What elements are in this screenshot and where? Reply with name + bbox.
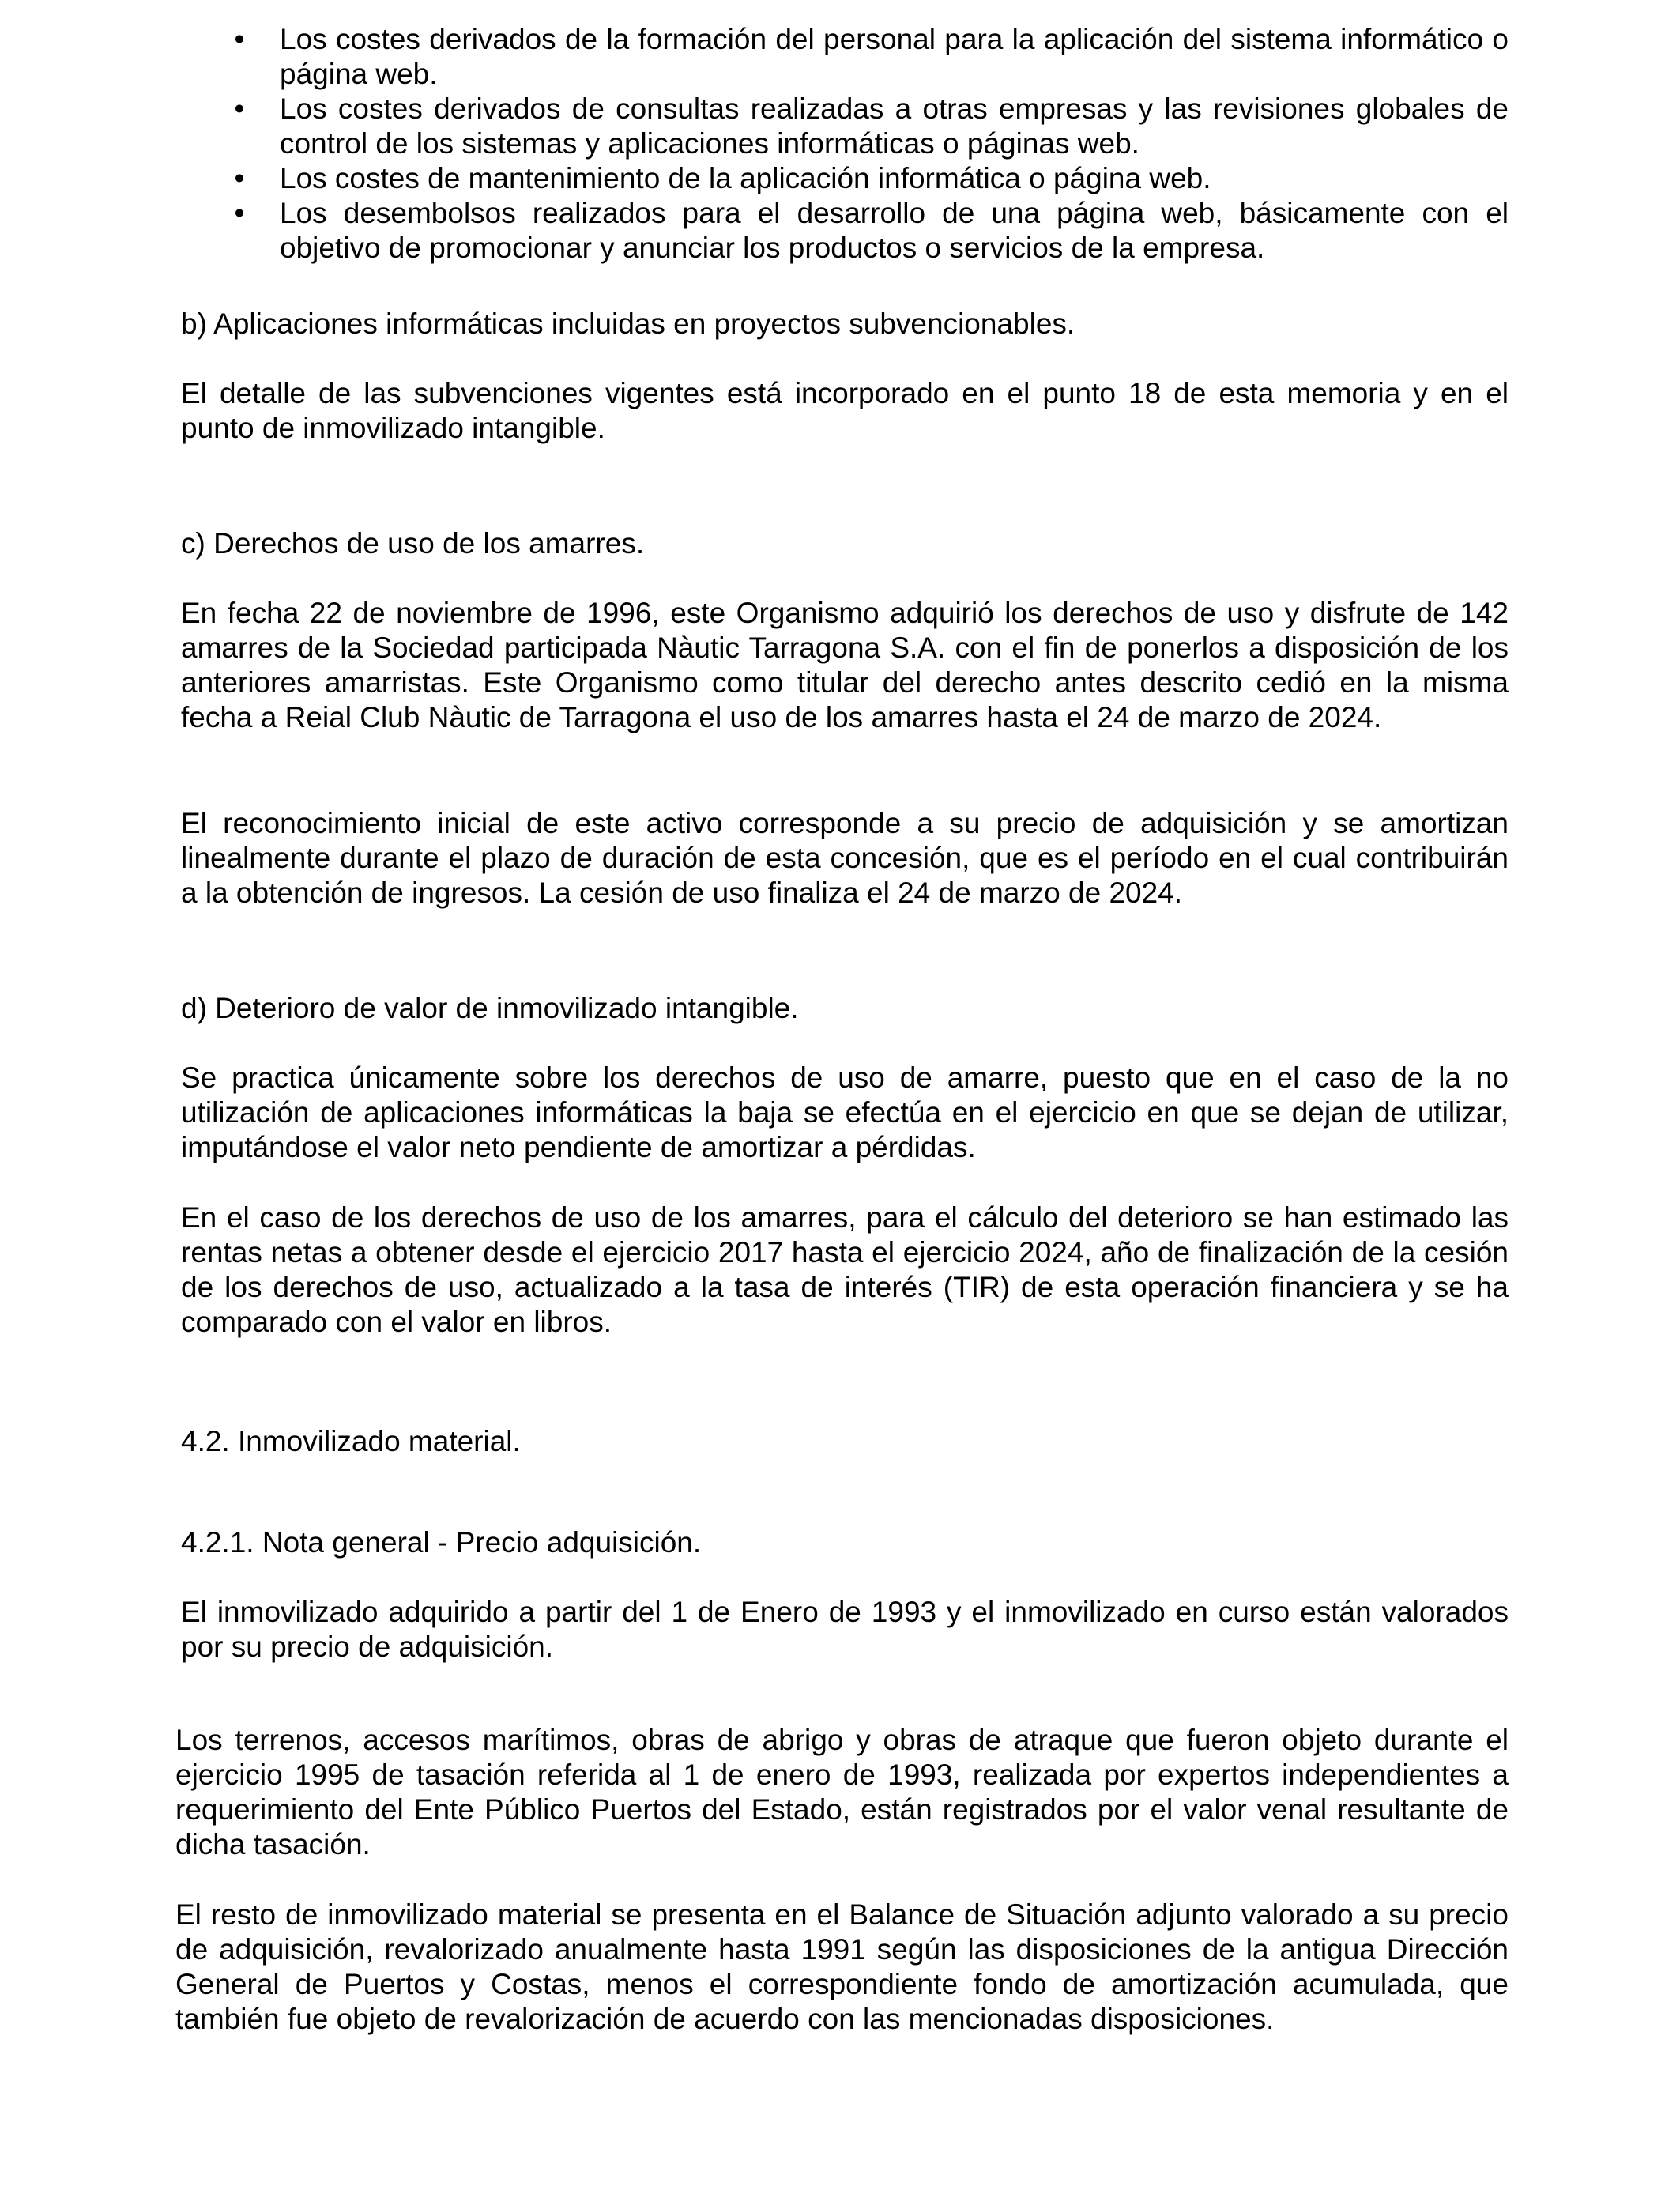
section-d-paragraph-1: Se practica únicamente sobre los derechos de uso de amarre, puesto que en el caso de la no utilización de aplicaciones informáticas la baja se efectúa en el ejercicio en que se dejan de utilizar, imputándose el valor neto pendiente de amortizar a pérdidas. [181,1061,1509,1163]
section-c-paragraph-1: En fecha 22 de noviembre de 1996, este Organismo adquirió los derechos de uso y disfrute de 142 amarres de la Sociedad participada Nàutic Tarragona S.A. con el fin de ponerlos a disposición de los anteriores amarristas. Este Organismo como titular del derecho antes descrito cedió en la misma fecha a Reial Club Nàutic de Tarragona el uso de los amarres hasta el 24 de marzo de 2024. [181,597,1509,733]
section-d-heading: d) Deterioro de valor de inmovilizado intangible. [181,992,799,1024]
bullet-text: Los costes derivados de la formación del personal para la aplicación del sistema informático o página web. [280,23,1509,90]
bullet-text: Los desembolsos realizados para el desarrollo de una página web, básicamente con el objetivo de promocionar y anunciar los productos o servicios de la empresa. [280,197,1509,264]
section-4-2-1-paragraph-1: El inmovilizado adquirido a partir del 1 de Enero de 1993 y el inmovilizado en curso están valorados por su precio de adquisición. [181,1596,1509,1663]
cost-bullet-list [181,22,1509,266]
section-b-paragraph: El detalle de las subvenciones vigentes está incorporado en el punto 18 de esta memoria y en el punto de inmovilizado intangible. [181,377,1509,444]
bullet-icon: • [234,197,245,229]
bullet-icon: • [234,162,245,194]
section-4-2-1-paragraph-2: Los terrenos, accesos marítimos, obras de abrigo y obras de atraque que fueron objeto durante el ejercicio 1995 de tasación referida al 1 de enero de 1993, realizada por expertos independientes a requerimiento del Ente Público Puertos del Estado, están registrados por el valor venal resultante de dicha tasación. [175,1724,1509,1860]
bullet-item [181,161,1509,196]
bullet-text: Los costes derivados de consultas realizadas a otras empresas y las revisiones globales de control de los sistemas y aplicaciones informáticas o páginas web. [280,92,1509,160]
section-4-2-1-heading: 4.2.1. Nota general - Precio adquisición. [181,1526,702,1559]
bullet-icon: • [234,92,245,125]
section-d-paragraph-2: En el caso de los derechos de uso de los amarres, para el cálculo del deterioro se han estimado las rentas netas a obtener desde el ejercicio 2017 hasta el ejercicio 2024, año de finalización de la cesión de los derechos de uso, actualizado a la tasa de interés (TIR) de esta operación financiera y se ha comparado con el valor en libros. [181,1201,1509,1338]
section-4-2-heading: 4.2. Inmovilizado material. [181,1425,521,1457]
bullet-item [181,92,1509,161]
bullet-item [181,22,1509,92]
bullet-item [181,196,1509,266]
section-c-heading: c) Derechos de uso de los amarres. [181,527,645,560]
section-c-paragraph-2: El reconocimiento inicial de este activo corresponde a su precio de adquisición y se amortizan linealmente durante el plazo de duración de esta concesión, que es el período en el cual contribuirán a la obtención de ingresos. La cesión de uso finaliza el 24 de marzo de 2024. [181,807,1509,909]
bullet-icon: • [234,23,245,55]
section-b-heading: b) Aplicaciones informáticas incluidas en proyectos subvencionables. [181,307,1075,340]
section-4-2-1-paragraph-3: El resto de inmovilizado material se presenta en el Balance de Situación adjunto valorado a su precio de adquisición, revalorizado anualmente hasta 1991 según las disposiciones de la antigua Dirección General de Puertos y Costas, menos el correspondiente fondo de amortización acumulada, que también fue objeto de revalorización de acuerdo con las mencionadas disposiciones. [175,1898,1509,2035]
bullet-text: Los costes de mantenimiento de la aplicación informática o página web. [280,162,1211,194]
